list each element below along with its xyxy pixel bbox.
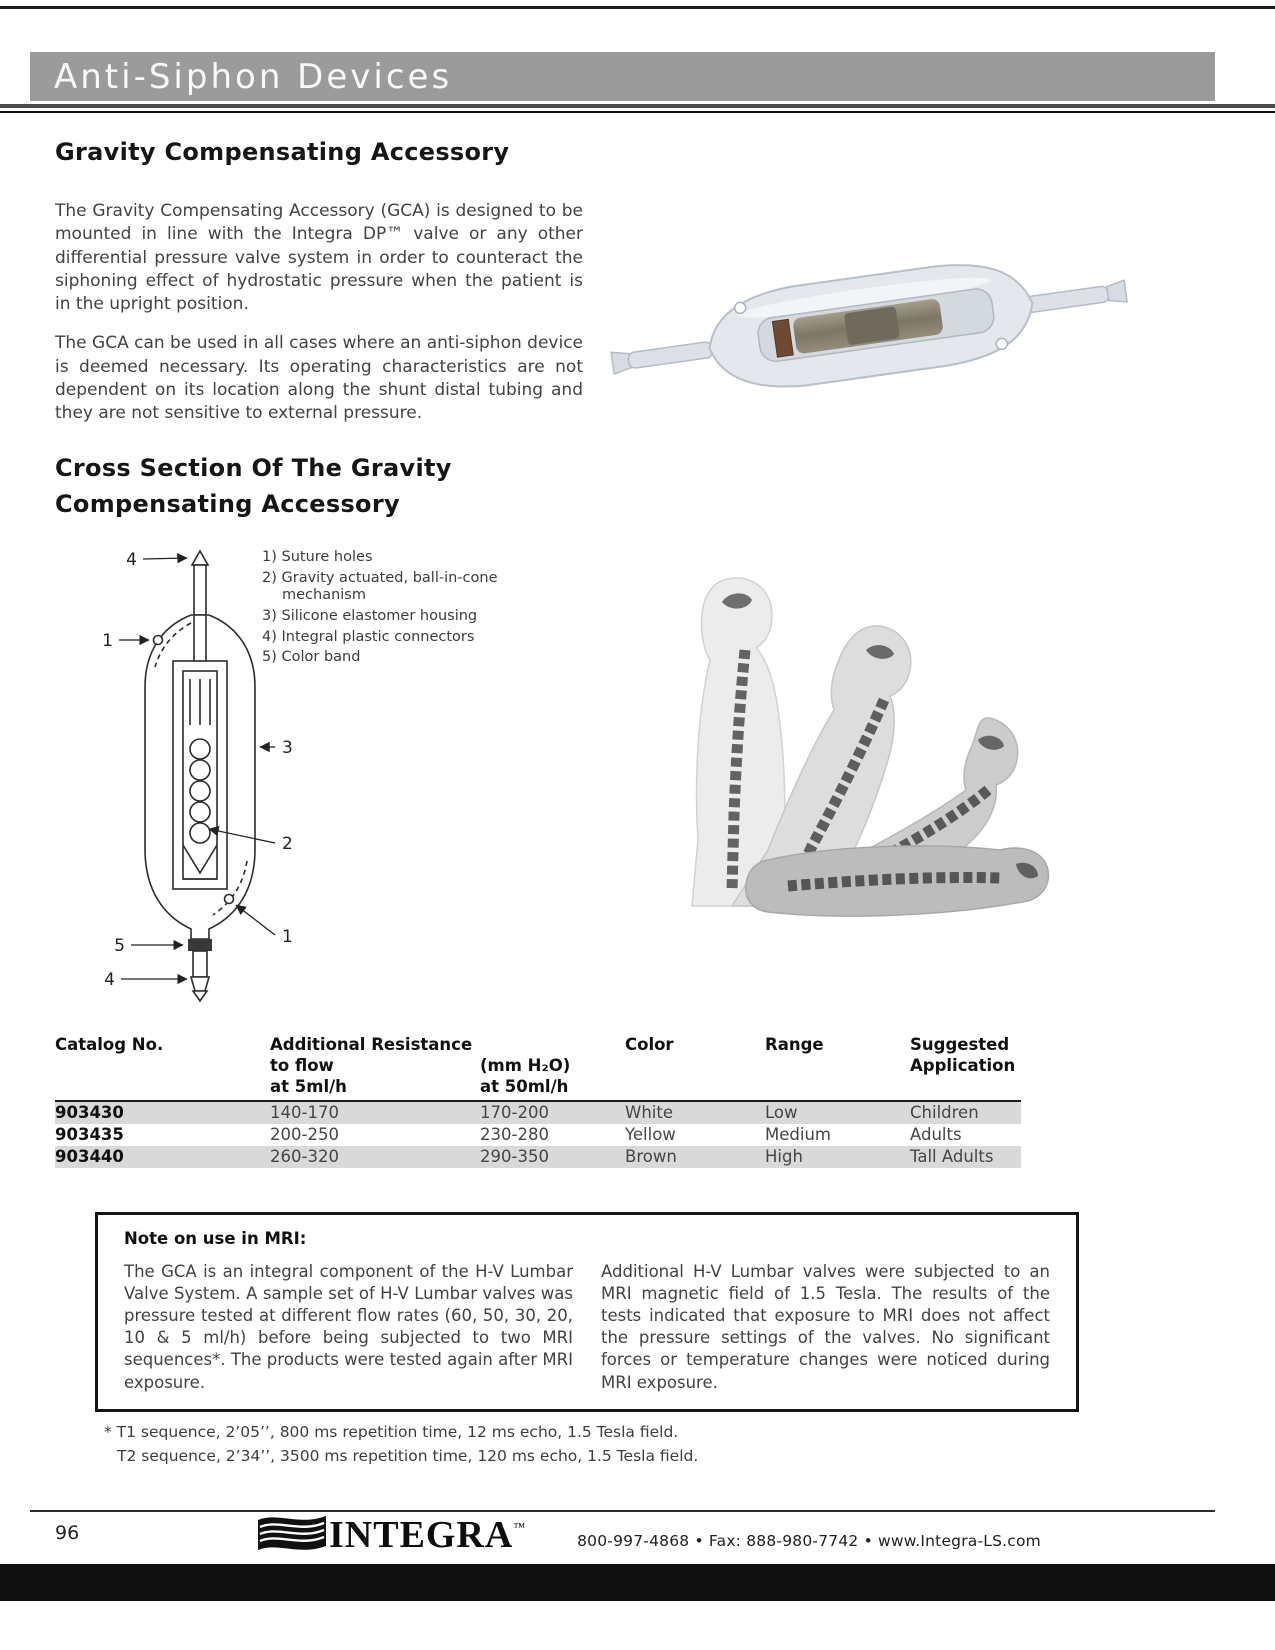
footer-rule — [30, 1510, 1215, 1512]
mri-note-title: Note on use in MRI: — [124, 1229, 307, 1248]
cross-section-heading-line1: Cross Section Of The Gravity — [55, 454, 452, 482]
integra-flag-icon — [255, 1512, 329, 1558]
cell-color: Yellow — [625, 1125, 676, 1144]
callout-suture-bottom: 1 — [282, 927, 293, 947]
cell-color: White — [625, 1103, 673, 1122]
table-row — [55, 1146, 1021, 1168]
cross-section-heading-line2: Compensating Accessory — [55, 490, 400, 518]
footnote-t1: * T1 sequence, 2’05’’, 800 ms repetition time, 12 ms echo, 1.5 Tesla field. — [104, 1423, 679, 1441]
callout-top-connector: 4 — [126, 550, 137, 570]
figure-lying — [746, 846, 1049, 916]
page-number: 96 — [55, 1522, 80, 1544]
banner-rule-thick — [0, 104, 1275, 108]
header-application: Suggested Application — [910, 1035, 1016, 1075]
section-banner-title: Anti-Siphon Devices — [54, 56, 453, 97]
cell-resistance-5: 140-170 — [270, 1103, 339, 1122]
spec-table-header — [55, 1034, 1021, 1102]
cell-catalog: 903430 — [55, 1103, 124, 1122]
mri-note-box — [95, 1212, 1079, 1412]
top-rule — [0, 6, 1275, 9]
cell-color: Brown — [625, 1147, 677, 1166]
trademark-symbol: ™ — [513, 1520, 526, 1534]
header-color: Color — [625, 1035, 674, 1054]
cell-resistance-5: 200-250 — [270, 1125, 339, 1144]
footnote-t2: T2 sequence, 2’34’’, 3500 ms repetition time, 120 ms echo, 1.5 Tesla field. — [117, 1447, 699, 1466]
intro-paragraph-2: The GCA can be used in all cases where an anti-siphon device is deemed necessary. Its operating characteristics are not dependent on its location along the shunt distal tubing and they are not sensitive to external pressure. — [55, 333, 583, 424]
cell-resistance-50: 230-280 — [480, 1125, 549, 1144]
cell-resistance-50: 290-350 — [480, 1147, 549, 1166]
header-resistance-50: (mm H₂O) at 50ml/h — [480, 1056, 571, 1096]
legend-item-4: 4) Integral plastic connectors — [262, 628, 475, 645]
header-range: Range — [765, 1035, 824, 1054]
cell-catalog: 903435 — [55, 1125, 124, 1144]
intro-text — [55, 200, 583, 442]
table-row — [55, 1102, 1021, 1124]
intro-paragraph-1: The Gravity Compensating Accessory (GCA) is designed to be mounted in line with the Integra DP™ valve or any other differential pressure valve system in order to counteract the siphoning effect of hydrostatic pressure when the patient is in the upright position. — [55, 201, 583, 315]
page-title: Gravity Compensating Accessory — [55, 138, 510, 166]
cell-application: Tall Adults — [910, 1147, 994, 1166]
spec-table — [55, 1034, 1021, 1168]
gca-device-photo — [598, 220, 1143, 435]
legend-item-2: 2) Gravity actuated, ball-in-cone mechanism — [262, 569, 498, 604]
header-resistance-5: Additional Resistance to flow at 5ml/h — [270, 1035, 473, 1096]
footer-contact: 800-997-4868 • Fax: 888-980-7742 • www.Integra-LS.com — [577, 1532, 1041, 1550]
cell-range: Low — [765, 1103, 798, 1122]
product-photo — [598, 220, 1143, 435]
legend-item-3: 3) Silicone elastomer housing — [262, 608, 478, 625]
callout-mechanism: 2 — [282, 834, 293, 854]
banner-rule-thin — [0, 111, 1275, 113]
cell-range: Medium — [765, 1125, 831, 1144]
legend-item-5: 5) Color band — [262, 649, 361, 666]
logo-wordmark: INTEGRA — [329, 1514, 514, 1556]
legend-item-1: 1) Suture holes — [262, 549, 373, 565]
cell-catalog: 903440 — [55, 1147, 124, 1166]
cell-application: Children — [910, 1103, 979, 1122]
footnotes — [104, 1420, 698, 1468]
mri-note-column-2: Additional H-V Lumbar valves were subjected to an MRI magnetic field of 1.5 Tesla. The results of the tests indicated that exposure to MRI does not affect the pressure settings of the valves. No significant forces or temperature changes were noticed during MRI exposure. — [601, 1262, 1050, 1392]
callout-housing: 3 — [282, 738, 293, 758]
cell-resistance-5: 260-320 — [270, 1147, 339, 1166]
cell-resistance-50: 170-200 — [480, 1103, 549, 1122]
mri-note-column-1: The GCA is an integral component of the H-V Lumbar Valve System. A sample set of H-V Lumbar valves was pressure tested at different flow rates (60, 50, 30, 20, 10 & 5 ml/h) before being subjected to two MRI sequences*. The products were tested again after MRI exposure. — [124, 1262, 573, 1392]
bottom-bar — [0, 1564, 1275, 1601]
callout-suture-top: 1 — [102, 631, 113, 651]
diagram-legend — [262, 549, 500, 670]
cell-application: Adults — [910, 1125, 962, 1144]
posture-illustration — [648, 550, 1068, 944]
callout-band: 5 — [114, 936, 125, 956]
section-banner — [30, 52, 1215, 101]
header-catalog: Catalog No. — [55, 1035, 164, 1054]
integra-logo — [255, 1512, 525, 1558]
cross-section-heading — [55, 450, 452, 522]
callout-bottom-connector: 4 — [104, 970, 115, 990]
cell-range: High — [765, 1147, 803, 1166]
table-row — [55, 1124, 1021, 1146]
